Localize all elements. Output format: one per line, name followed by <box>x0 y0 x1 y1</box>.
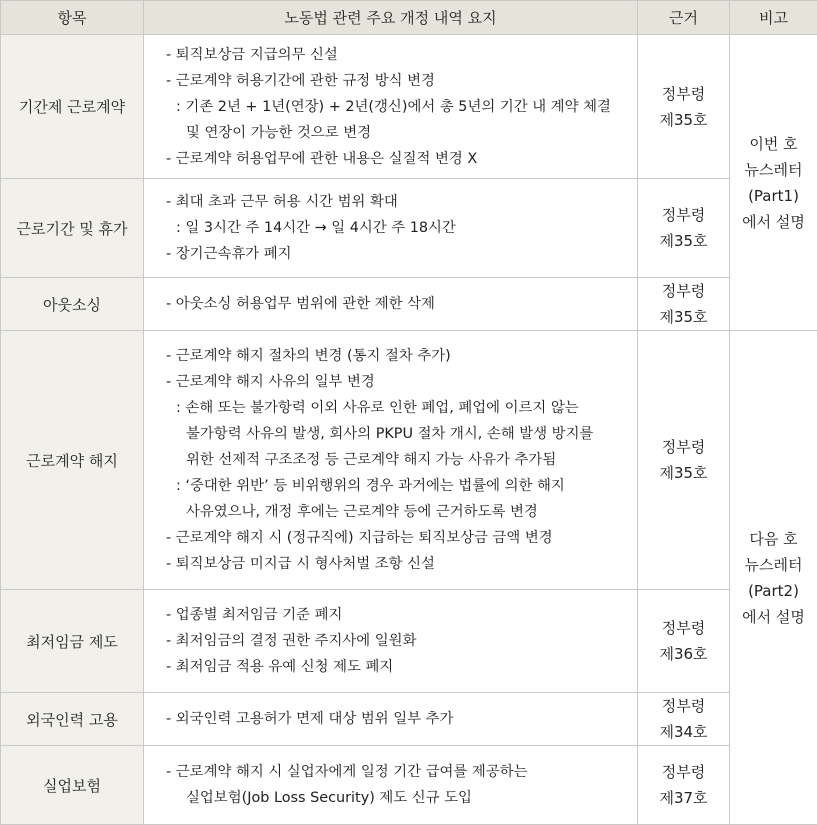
desc-line: 불가항력 사유의 발생, 회사의 PKPU 절차 개시, 손해 발생 방지를 <box>166 421 637 447</box>
row-basis <box>638 693 730 746</box>
desc-line: : ‘중대한 위반’ 등 비위행위의 경우 과거에는 법률에 의한 해지 <box>166 473 637 499</box>
row-description <box>144 331 638 590</box>
row-description <box>144 590 638 693</box>
note-line: (Part1) <box>730 183 817 209</box>
desc-line: - 근로계약 해지 사유의 일부 변경 <box>166 369 637 395</box>
desc-line: - 최대 초과 근무 허용 시간 범위 확대 <box>166 189 637 215</box>
table-row <box>1 590 817 693</box>
desc-line: : 기존 2년 + 1년(연장) + 2년(갱신)에서 총 5년의 기간 내 계약 체결 <box>166 94 637 120</box>
desc-line: - 퇴직보상금 지급의무 신설 <box>166 42 637 68</box>
header-basis: 근거 <box>638 1 730 35</box>
header-note: 비고 <box>730 1 817 35</box>
basis-line: 제35호 <box>638 304 729 330</box>
basis-line: 정부령 <box>638 759 729 785</box>
basis-line: 정부령 <box>638 81 729 107</box>
desc-line: - 근로계약 해지 시 실업자에게 일정 기간 급여를 제공하는 <box>166 759 637 785</box>
row-basis <box>638 35 730 179</box>
row-category: 아웃소싱 <box>1 278 144 331</box>
row-description <box>144 35 638 179</box>
desc-line: 위한 선제적 구조조정 등 근로계약 해지 가능 사유가 추가됨 <box>166 447 637 473</box>
basis-line: 정부령 <box>638 693 729 719</box>
table-row <box>1 278 817 331</box>
basis-line: 정부령 <box>638 615 729 641</box>
row-category: 실업보험 <box>1 746 144 825</box>
basis-line: 제34호 <box>638 719 729 745</box>
row-description <box>144 746 638 825</box>
row-category: 근로계약 해지 <box>1 331 144 590</box>
desc-line: - 근로계약 해지 시 (정규직에) 지급하는 퇴직보상금 금액 변경 <box>166 525 637 551</box>
desc-line: - 최저임금의 결정 권한 주지사에 일원화 <box>166 628 637 654</box>
note-line: 뉴스레터 <box>730 157 817 183</box>
header-category: 항목 <box>1 1 144 35</box>
basis-line: 정부령 <box>638 202 729 228</box>
note-line: 에서 설명 <box>730 604 817 630</box>
desc-line: : 일 3시간 주 14시간 → 일 4시간 주 18시간 <box>166 215 637 241</box>
desc-line: - 업종별 최저임금 기준 폐지 <box>166 602 637 628</box>
basis-line: 제35호 <box>638 107 729 133</box>
basis-line: 정부령 <box>638 434 729 460</box>
note-line: 뉴스레터 <box>730 552 817 578</box>
desc-line: 사유였으나, 개정 후에는 근로계약 등에 근거하도록 변경 <box>166 499 637 525</box>
row-basis <box>638 331 730 590</box>
desc-line: - 외국인력 고용허가 면제 대상 범위 일부 추가 <box>166 706 637 732</box>
table-row <box>1 331 817 590</box>
row-basis <box>638 278 730 331</box>
desc-line: : 손해 또는 불가항력 이외 사유로 인한 폐업, 폐업에 이르지 않는 <box>166 395 637 421</box>
header-row <box>1 1 817 35</box>
row-category: 최저임금 제도 <box>1 590 144 693</box>
row-description <box>144 278 638 331</box>
row-category: 외국인력 고용 <box>1 693 144 746</box>
header-summary: 노동법 관련 주요 개정 내역 요지 <box>144 1 638 35</box>
desc-line: 실업보험(Job Loss Security) 제도 신규 도입 <box>166 785 637 811</box>
table-row <box>1 693 817 746</box>
basis-line: 제37호 <box>638 785 729 811</box>
desc-line: - 장기근속휴가 폐지 <box>166 241 637 267</box>
row-description <box>144 179 638 278</box>
basis-line: 제36호 <box>638 641 729 667</box>
basis-line: 정부령 <box>638 278 729 304</box>
note-line: (Part2) <box>730 578 817 604</box>
note-line: 다음 호 <box>730 526 817 552</box>
row-description <box>144 693 638 746</box>
row-note <box>730 331 817 825</box>
basis-line: 제35호 <box>638 228 729 254</box>
row-category: 근로기간 및 휴가 <box>1 179 144 278</box>
row-basis <box>638 746 730 825</box>
row-note <box>730 35 817 331</box>
desc-line: - 최저임금 적용 유예 신청 제도 폐지 <box>166 654 637 680</box>
table-row <box>1 179 817 278</box>
desc-line: - 퇴직보상금 미지급 시 형사처벌 조항 신설 <box>166 551 637 577</box>
desc-line: - 근로계약 허용기간에 관한 규정 방식 변경 <box>166 68 637 94</box>
table-row <box>1 35 817 179</box>
desc-line: - 아웃소싱 허용업무 범위에 관한 제한 삭제 <box>166 291 637 317</box>
row-basis <box>638 179 730 278</box>
desc-line: - 근로계약 허용업무에 관한 내용은 실질적 변경 X <box>166 146 637 172</box>
basis-line: 제35호 <box>638 460 729 486</box>
row-category: 기간제 근로계약 <box>1 35 144 179</box>
note-line: 이번 호 <box>730 131 817 157</box>
table-row <box>1 746 817 825</box>
desc-line: 및 연장이 가능한 것으로 변경 <box>166 120 637 146</box>
row-basis <box>638 590 730 693</box>
desc-line: - 근로계약 해지 절차의 변경 (통지 절차 추가) <box>166 343 637 369</box>
note-line: 에서 설명 <box>730 209 817 235</box>
